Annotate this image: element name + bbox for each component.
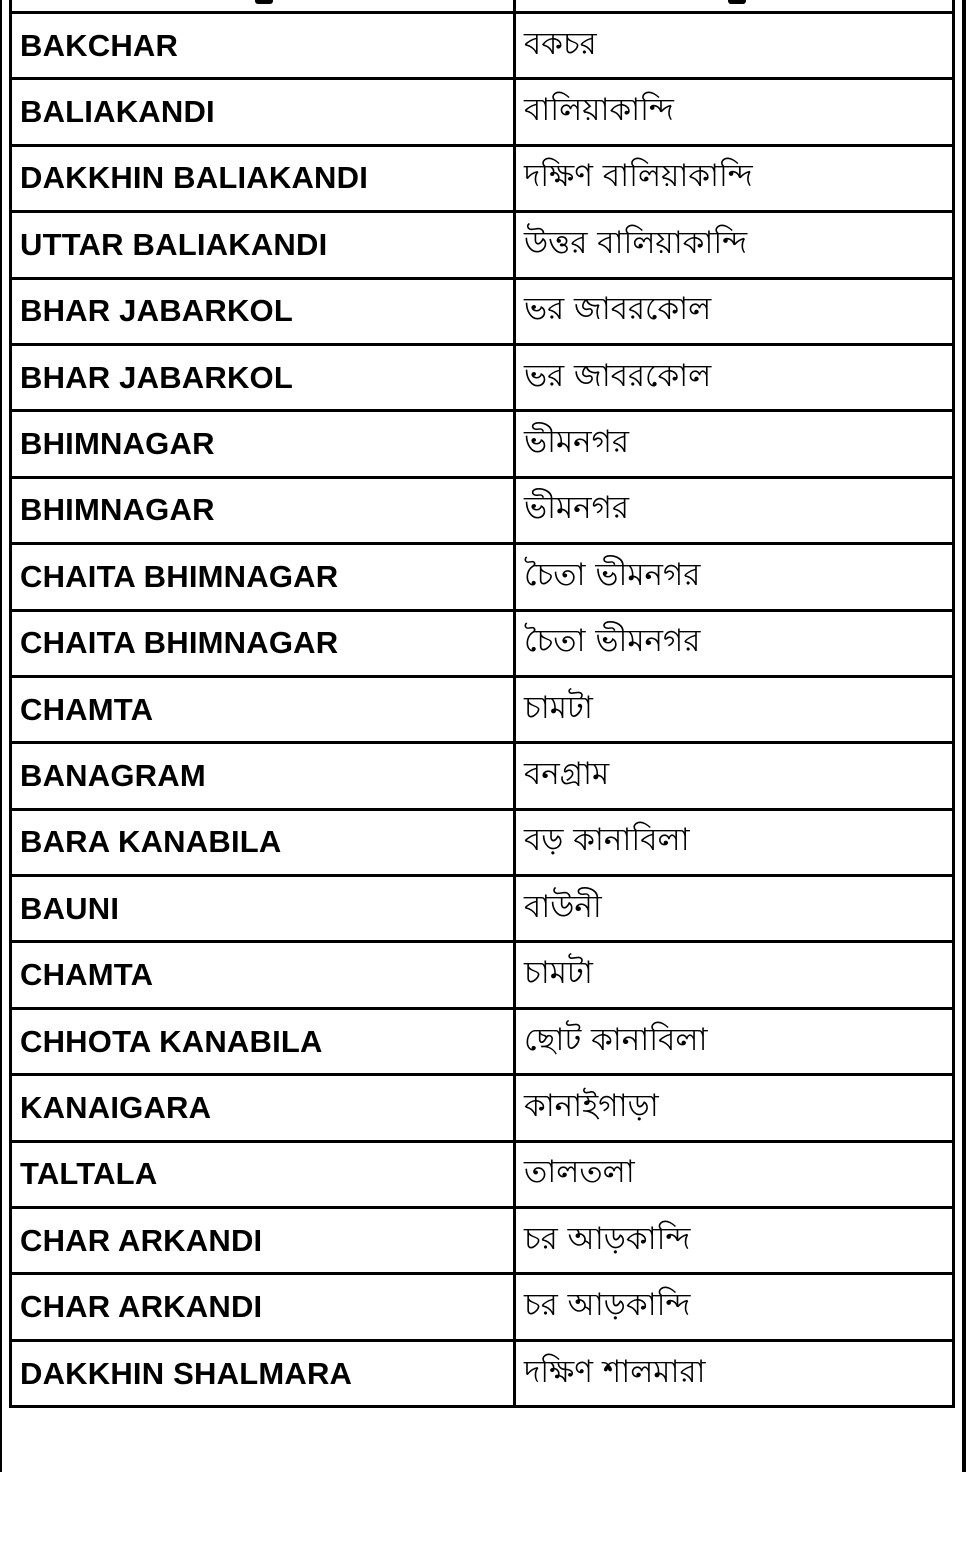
table-row xyxy=(11,544,954,610)
page-edge-left xyxy=(0,0,2,1472)
english-name-cell: BALIAKANDI xyxy=(11,79,515,145)
table-row xyxy=(11,477,954,543)
table-row xyxy=(11,1141,954,1207)
cut-off-text-fragment xyxy=(255,0,273,4)
english-name-cell: BAKCHAR xyxy=(11,13,515,79)
english-name-cell: DAKKHIN BALIAKANDI xyxy=(11,145,515,211)
table-row xyxy=(11,411,954,477)
bengali-name-cell: বড় কানাবিলা xyxy=(515,809,954,875)
english-name-cell: CHAITA BHIMNAGAR xyxy=(11,544,515,610)
bengali-name-cell: তালতলা xyxy=(515,1141,954,1207)
table-row xyxy=(11,942,954,1008)
table-row xyxy=(11,145,954,211)
bengali-name-cell: চামটা xyxy=(515,942,954,1008)
english-name-cell: BHAR JABARKOL xyxy=(11,278,515,344)
bengali-name-cell: বালিয়াকান্দি xyxy=(515,79,954,145)
table-row xyxy=(11,809,954,875)
bengali-name-cell: ছোট কানাবিলা xyxy=(515,1008,954,1074)
english-name-cell: TALTALA xyxy=(11,1141,515,1207)
table-row xyxy=(11,1208,954,1274)
bengali-name-cell: ভর জাবরকোল xyxy=(515,344,954,410)
english-name-cell: BHAR JABARKOL xyxy=(11,344,515,410)
bengali-name-cell: কানাইগাড়া xyxy=(515,1075,954,1141)
bengali-name-cell: চামটা xyxy=(515,676,954,742)
cut-off-text-fragment xyxy=(728,0,746,4)
english-name-cell: CHAITA BHIMNAGAR xyxy=(11,610,515,676)
page-edge-right xyxy=(962,0,966,1472)
table-body xyxy=(11,13,954,1407)
table-row xyxy=(11,79,954,145)
english-name-cell: BARA KANABILA xyxy=(11,809,515,875)
table-row xyxy=(11,212,954,278)
english-name-cell: CHAR ARKANDI xyxy=(11,1274,515,1340)
english-name-cell: CHAR ARKANDI xyxy=(11,1208,515,1274)
english-name-cell: CHHOTA KANABILA xyxy=(11,1008,515,1074)
english-name-cell: DAKKHIN SHALMARA xyxy=(11,1340,515,1406)
bengali-name-cell: চর আড়কান্দি xyxy=(515,1208,954,1274)
english-name-cell: BANAGRAM xyxy=(11,743,515,809)
bengali-name-cell: বকচর xyxy=(515,13,954,79)
english-name-cell: CHAMTA xyxy=(11,676,515,742)
table-row xyxy=(11,344,954,410)
table-row xyxy=(11,743,954,809)
place-names-table xyxy=(9,11,955,1408)
bengali-name-cell: বনগ্রাম xyxy=(515,743,954,809)
english-name-cell: CHAMTA xyxy=(11,942,515,1008)
table-row xyxy=(11,1075,954,1141)
table-row xyxy=(11,1008,954,1074)
bengali-name-cell: দক্ষিণ শালমারা xyxy=(515,1340,954,1406)
bengali-name-cell: দক্ষিণ বালিয়াকান্দি xyxy=(515,145,954,211)
bengali-name-cell: ভর জাবরকোল xyxy=(515,278,954,344)
table-row xyxy=(11,876,954,942)
table-row xyxy=(11,1274,954,1340)
table-row xyxy=(11,610,954,676)
bengali-name-cell: ভীমনগর xyxy=(515,477,954,543)
table-row xyxy=(11,278,954,344)
bengali-name-cell: উত্তর বালিয়াকান্দি xyxy=(515,212,954,278)
english-name-cell: BAUNI xyxy=(11,876,515,942)
bengali-name-cell: ভীমনগর xyxy=(515,411,954,477)
english-name-cell: BHIMNAGAR xyxy=(11,477,515,543)
table-row xyxy=(11,1340,954,1406)
table-row xyxy=(11,13,954,79)
bengali-name-cell: চৈতা ভীমনগর xyxy=(515,610,954,676)
table-row xyxy=(11,676,954,742)
english-name-cell: BHIMNAGAR xyxy=(11,411,515,477)
english-name-cell: UTTAR BALIAKANDI xyxy=(11,212,515,278)
bengali-name-cell: বাউনী xyxy=(515,876,954,942)
english-name-cell: KANAIGARA xyxy=(11,1075,515,1141)
bengali-name-cell: চর আড়কান্দি xyxy=(515,1274,954,1340)
bengali-name-cell: চৈতা ভীমনগর xyxy=(515,544,954,610)
